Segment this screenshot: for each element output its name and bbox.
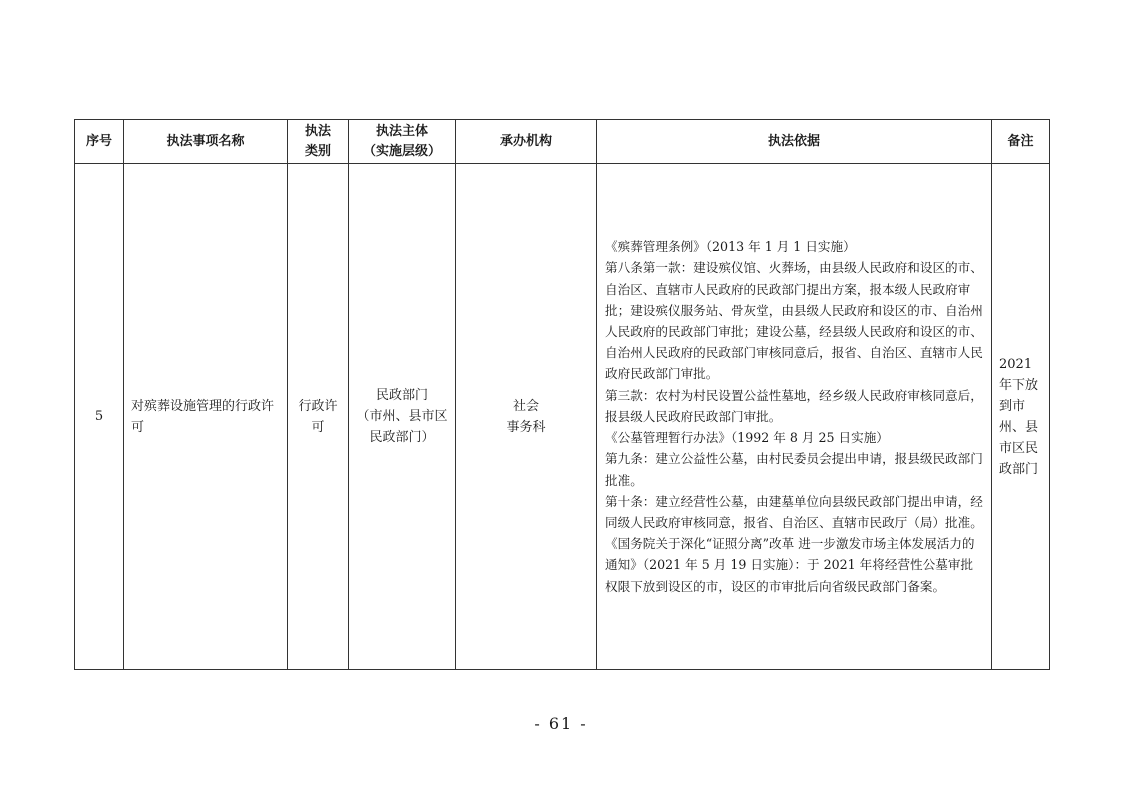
agency-line2: 事务科 bbox=[506, 419, 546, 435]
header-category bbox=[288, 120, 349, 164]
header-remark: 备注 bbox=[992, 120, 1050, 164]
subject-line3: 民政部门） bbox=[369, 430, 435, 445]
header-basis: 执法依据 bbox=[597, 120, 992, 164]
agency-line1: 社会 bbox=[512, 398, 539, 414]
basis-text bbox=[597, 236, 991, 596]
basis-paragraph: 第十条：建立经营性公墓，由建墓单位向县级民政部门提出申请，经同级人民政府审核同意，报省、自治区、直辖市民政厅（局）批准。 bbox=[605, 493, 983, 530]
basis-paragraph: 《公墓管理暂行办法》（1992 年 8 月 25 日实施） bbox=[605, 430, 889, 446]
page-number: - 61 - bbox=[534, 714, 588, 733]
header-category-line2: 类别 bbox=[304, 143, 331, 159]
header-agency: 承办机构 bbox=[456, 120, 597, 164]
header-subject bbox=[349, 120, 456, 164]
item-name-text: 对殡葬设施管理的行政许可 bbox=[131, 398, 275, 435]
header-subject-line1: 执法主体 bbox=[375, 123, 428, 139]
cell-remark bbox=[992, 164, 1050, 670]
basis-paragraph: 第三款：农村为村民设置公益性墓地，经乡级人民政府审核同意后，报县级人民政府民政部门审批。 bbox=[605, 387, 983, 424]
subject-line1: 民政部门 bbox=[375, 388, 428, 403]
cell-seq: 5 bbox=[75, 164, 124, 670]
cell-item-name bbox=[124, 164, 288, 670]
remark-text: 2021 年下放到市州、县市区民政部门 bbox=[999, 356, 1039, 477]
header-item-name: 执法事项名称 bbox=[124, 120, 288, 164]
cell-subject bbox=[349, 164, 456, 670]
header-subject-line2: （实施层级） bbox=[362, 143, 441, 159]
cell-basis bbox=[597, 164, 992, 670]
header-category-line1: 执法 bbox=[304, 123, 331, 139]
basis-paragraph: 第九条：建立公益性公墓，由村民委员会提出申请，报县级民政部门批准。 bbox=[605, 451, 983, 488]
cell-category bbox=[288, 164, 349, 670]
law-enforcement-table bbox=[74, 119, 1050, 670]
header-seq: 序号 bbox=[75, 120, 124, 164]
table-row bbox=[75, 164, 1050, 670]
basis-paragraph: 《国务院关于深化“证照分离”改革 进一步激发市场主体发展活力的通知》（2021 年 5 月 19 日实施）：于 2021 年将经营性公墓审批权限下放到设区的市，设区的市审批后向省级民政部门备案。 bbox=[605, 536, 975, 594]
cell-agency bbox=[456, 164, 597, 670]
subject-line2: （市州、县市区 bbox=[356, 409, 448, 424]
basis-paragraph: 第八条第一款：建设殡仪馆、火葬场，由县级人民政府和设区的市、自治区、直辖市人民政府的民政部门提出方案，报本级人民政府审批；建设殡仪服务站、骨灰堂，由县级人民政府和设区的市、自治州人民政府的民政部门审批；建设公墓，经县级人民政府和设区的市、自治州人民政府的民政部门审核同意后，报省、自治区、直辖市人民政府民政部门审批。 bbox=[605, 260, 983, 382]
basis-paragraph: 《殡葬管理条例》（2013 年 1 月 1 日实施） bbox=[605, 239, 856, 255]
category-text: 行政许可 bbox=[298, 398, 338, 435]
table-header-row bbox=[75, 120, 1050, 164]
